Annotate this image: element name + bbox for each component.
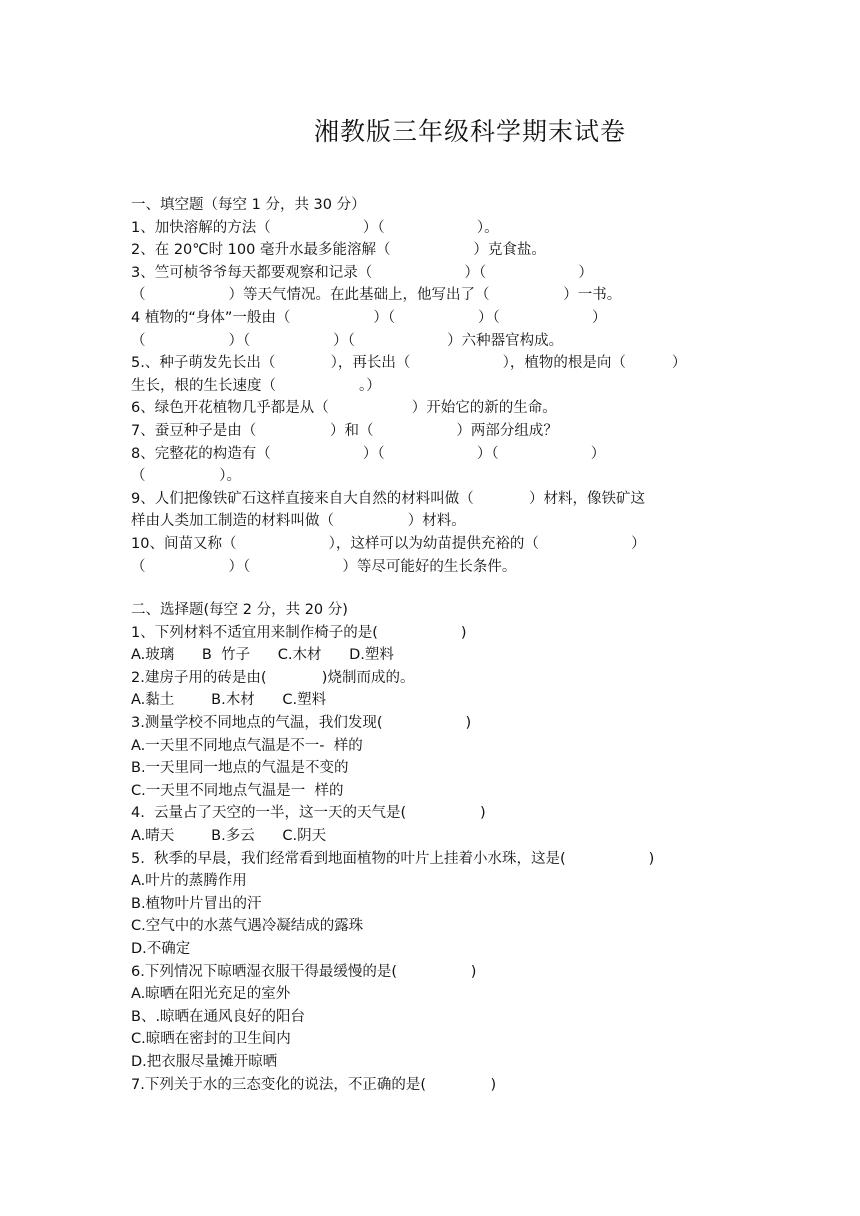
question-line: 7、蚕豆种子是由（ ）和（ ）两部分组成？ [131, 422, 558, 439]
page-title: 湘教版三年级科学期末试卷 [313, 117, 626, 146]
question-line: 8、完整花的构造有（ ）（ ）（ ） [131, 445, 606, 462]
section-spacer [131, 578, 731, 599]
question-line: 2、在 20℃时 100 毫升水最多能溶解（ ）克食盐。 [131, 242, 546, 259]
question-line: 4 植物的“身体”一般由（ ）（ ）（ ） [131, 309, 607, 326]
question-line: （ ）等天气情况。在此基础上，他写出了（ ）一书。 [131, 287, 622, 304]
option-line: A.黏土 B.木材 C.塑料 [131, 692, 327, 709]
question-line: 3.测量学校不同地点的气温，我们发现( ) [131, 715, 472, 732]
question-line: 5. 秋季的早晨，我们经常看到地面植物的叶片上挂着小水珠，这是( ) [131, 850, 655, 867]
option-line: A.玻璃 B 竹子 C.木材 D.塑料 [131, 647, 394, 664]
option-line: A.叶片的蒸腾作用 [131, 873, 247, 890]
question-line: 生长，根的生长速度（ 。） [131, 377, 381, 394]
question-line: 6.下列情况下晾晒湿衣服干得最缓慢的是( ) [131, 963, 477, 980]
option-line: A.晾晒在阳光充足的室外 [131, 986, 291, 1003]
question-line: 4. 云量占了天空的一半，这一天的天气是( ) [131, 805, 486, 822]
question-line: 6、绿色开花植物几乎都是从（ ）开始它的新的生命。 [131, 400, 557, 417]
option-line: B.植物叶片冒出的汗 [131, 895, 262, 912]
question-line: （ ）（ ）等尽可能好的生长条件。 [131, 558, 517, 575]
option-line: C.空气中的水蒸气遇冷凝结成的露珠 [131, 918, 364, 935]
question-line: 1、加快溶解的方法（ ）（ ）。 [131, 219, 499, 236]
question-line: 1、下列材料不适宜用来制作椅子的是( ) [131, 624, 467, 641]
question-line: 5.、种子萌发先长出（ ），再长出（ ），植物的根是向（ ） [131, 355, 687, 372]
option-line: A.晴天 B.多云 C.阴天 [131, 828, 327, 845]
question-line: 9、人们把像铁矿石这样直接来自大自然的材料叫做（ ）材料，像铁矿这 [131, 490, 646, 507]
option-line: A.一天里不同地点气温是不一- 样的 [131, 737, 363, 754]
question-line: 2.建房子用的砖是由( )烧制而成的。 [131, 669, 415, 686]
question-line: （ ）。 [131, 468, 241, 485]
section-heading: 一、填空题（每空 1 分，共 30 分） [131, 197, 366, 213]
option-line: B.一天里同一地点的气温是不变的 [131, 760, 349, 777]
option-line: D.把衣服尽量摊开晾晒 [131, 1053, 278, 1070]
section-heading: 二、选择题(每空 2 分，共 20 分) [131, 602, 348, 619]
question-line: 10、间苗又称（ ），这样可以为幼苗提供充裕的（ ） [131, 535, 646, 552]
option-line: B、.晾晒在通风良好的阳台 [131, 1008, 306, 1025]
question-line: 3、竺可桢爷爷每天都要观察和记录（ ）（ ） [131, 264, 593, 281]
option-line: C.晾晒在密封的卫生间内 [131, 1031, 291, 1048]
option-line: C.一天里不同地点气温是一 样的 [131, 782, 344, 799]
option-line: D.不确定 [131, 941, 191, 957]
question-line: （ ）（ ）（ ）六种器官构成。 [131, 332, 564, 349]
question-line: 样由人类加工制造的材料叫做（ ）材料。 [131, 513, 466, 530]
exam-content [131, 194, 731, 1096]
question-line: 7.下列关于水的三态变化的说法，不正确的是( ) [131, 1076, 497, 1093]
